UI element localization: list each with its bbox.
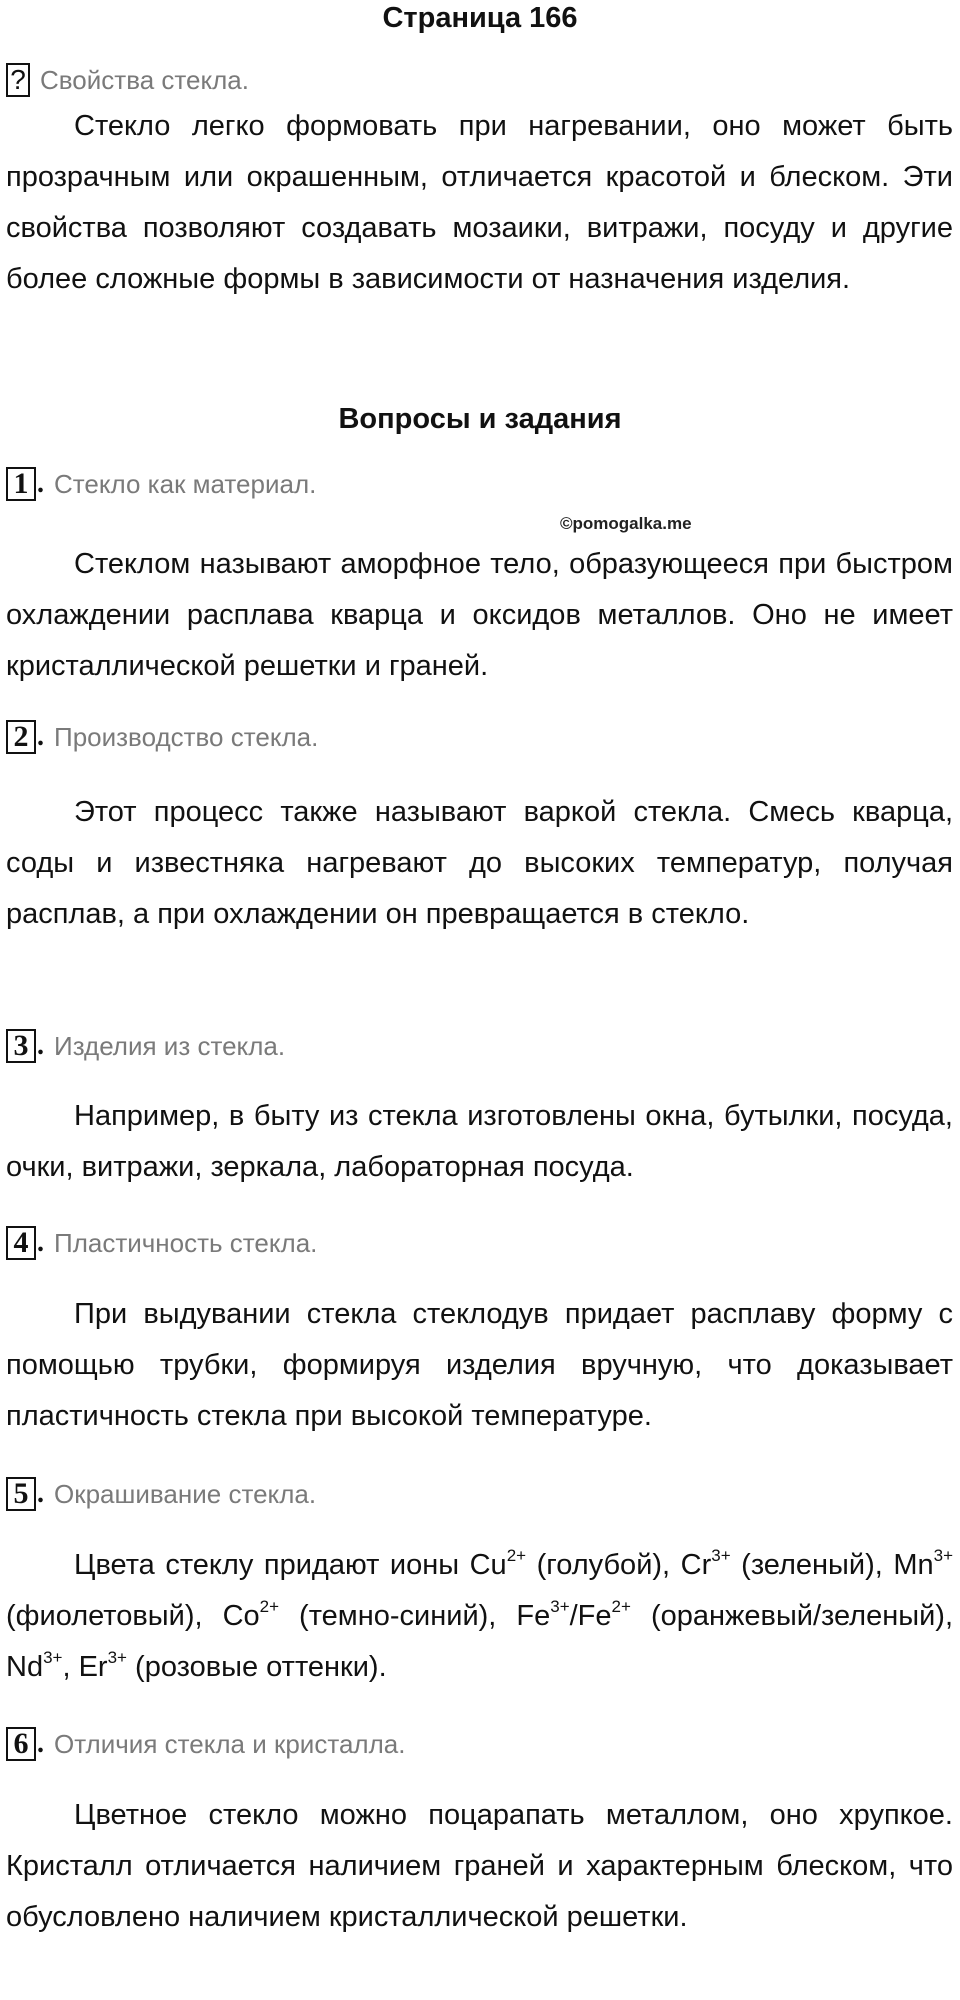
paragraph-2: Этот процесс также называют варкой стекла. Смесь кварца, соды и известняка нагревают до высоких температур, получая расплав, а при охлаждении он превращается в стекло. xyxy=(6,796,953,930)
text-run: (голубой), Cr xyxy=(526,1549,712,1581)
ion-charge: 2+ xyxy=(611,1597,631,1616)
question-marker: ? xyxy=(6,63,30,97)
ion-charge: 2+ xyxy=(259,1597,280,1616)
paragraph-4: При выдувании стекла стеклодув придает расплаву форму с помощью трубки, формируя изделия вручную, что доказывает пластичность стекла при высокой температуре. xyxy=(6,1298,953,1432)
topic-label: Изделия из стекла. xyxy=(54,1031,286,1061)
text-run: (фиолетовый), Co xyxy=(6,1600,260,1632)
text-run: (зеленый), Mn xyxy=(730,1549,934,1581)
ion-charge: 3+ xyxy=(107,1648,127,1667)
topic-label: Производство стекла. xyxy=(54,722,319,752)
ion-charge: 2+ xyxy=(506,1546,527,1565)
topic-label: Отличия стекла и кристалла. xyxy=(54,1729,406,1759)
watermark: ©pomogalka.me xyxy=(560,514,692,533)
section-title: Вопросы и задания xyxy=(338,403,622,435)
text-run: (розовые оттенки). xyxy=(126,1651,387,1683)
paragraph-3: Например, в быту из стекла изготовлены окна, бутылки, посуда, очки, витражи, зеркала, лабораторная посуда. xyxy=(6,1100,953,1183)
marker-dot: . xyxy=(37,1478,44,1509)
paragraph-1: Стеклом называют аморфное тело, образующееся при быстром охлаждении расплава кварца и оксидов металлов. Оно не имеет кристаллической решетки и граней. xyxy=(6,548,953,682)
ion-charge: 3+ xyxy=(550,1597,570,1616)
text-run: Цвета стеклу придают ионы Cu xyxy=(74,1549,507,1581)
topic-6 xyxy=(6,1724,405,1764)
topic-5 xyxy=(6,1474,316,1514)
topic-intro xyxy=(6,60,249,100)
text-run: /Fe xyxy=(569,1600,612,1632)
marker-dot: . xyxy=(37,1227,44,1258)
topic-label: Окрашивание стекла. xyxy=(54,1479,317,1509)
marker-dot: . xyxy=(37,468,44,499)
marker-dot: . xyxy=(37,1728,44,1759)
page-title: Страница 166 xyxy=(382,2,578,34)
text-run: (темно-синий), Fe xyxy=(279,1600,551,1632)
topic-2 xyxy=(6,717,318,757)
marker-dot: . xyxy=(37,1030,44,1061)
number-marker: 6 xyxy=(6,1727,36,1761)
paragraph-intro: Стекло легко формовать при нагревании, оно может быть прозрачным или окрашенным, отличается красотой и блеском. Эти свойства позволяют создавать мозаики, витражи, посуду и другие более сложные формы в зависимости от назначения изделия. xyxy=(6,110,953,295)
text-run: , Er xyxy=(62,1651,108,1683)
number-marker: 2 xyxy=(6,720,36,754)
number-marker: 3 xyxy=(6,1029,36,1063)
topic-label: Стекло как материал. xyxy=(54,469,317,499)
text-run: (оранжевый/зеленый), Nd xyxy=(6,1600,953,1683)
topic-label: Пластичность стекла. xyxy=(54,1228,318,1258)
ion-charge: 3+ xyxy=(43,1648,63,1667)
topic-1 xyxy=(6,464,316,504)
number-marker: 1 xyxy=(6,467,36,501)
paragraph-6: Цветное стекло можно поцарапать металлом, оно хрупкое. Кристалл отличается наличием граней и характерным блеском, что обусловлено наличием кристаллической решетки. xyxy=(6,1799,953,1933)
ion-charge: 3+ xyxy=(933,1546,954,1565)
ion-charge: 3+ xyxy=(711,1546,731,1565)
number-marker: 4 xyxy=(6,1226,36,1260)
topic-4 xyxy=(6,1223,317,1263)
topic-label: Свойства стекла. xyxy=(40,65,249,95)
number-marker: 5 xyxy=(6,1477,36,1511)
topic-3 xyxy=(6,1026,285,1066)
marker-dot: . xyxy=(37,721,44,752)
paragraph-5 xyxy=(6,1540,953,1693)
